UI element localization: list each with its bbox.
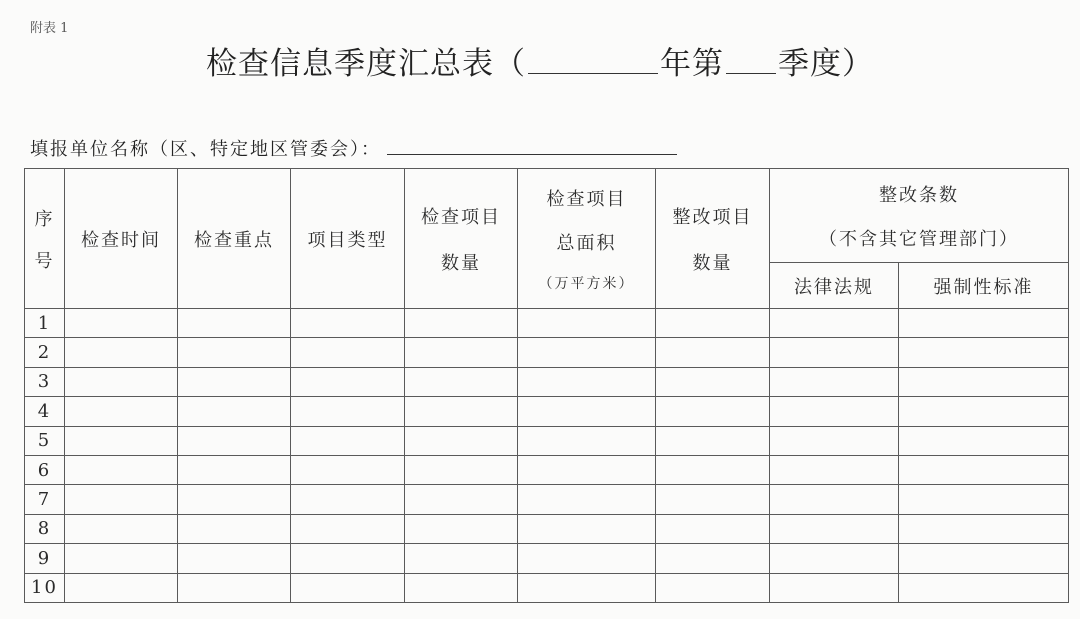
title-year-label: 年第 [660, 46, 724, 82]
header-seq-line1: 序 [34, 208, 55, 230]
cell-mandatory-standards[interactable] [899, 544, 1069, 573]
cell-project-count[interactable] [405, 397, 518, 426]
cell-project-type[interactable] [291, 485, 405, 514]
header-total-area-line1: 检查项目 [546, 188, 627, 210]
cell-laws-regulations[interactable] [770, 544, 899, 573]
cell-mandatory-standards[interactable] [899, 367, 1069, 396]
header-project-count-line2: 数量 [441, 252, 481, 274]
header-project-count-line1: 检查项目 [421, 206, 501, 228]
table-row [25, 514, 1069, 543]
cell-project-type[interactable] [291, 573, 405, 602]
cell-inspection-time[interactable] [65, 338, 178, 367]
cell-total-area[interactable] [518, 573, 656, 602]
cell-rectification-count[interactable] [656, 426, 770, 455]
cell-project-count[interactable] [405, 514, 518, 543]
header-seq-line2: 号 [34, 250, 55, 272]
cell-inspection-focus[interactable] [178, 573, 291, 602]
cell-mandatory-standards[interactable] [899, 338, 1069, 367]
cell-project-type[interactable] [291, 338, 405, 367]
cell-project-count[interactable] [405, 309, 518, 338]
cell-inspection-time[interactable] [65, 455, 178, 484]
cell-total-area[interactable] [518, 338, 656, 367]
row-number: 7 [25, 485, 65, 514]
table-row [25, 485, 1069, 514]
page-title [0, 38, 1080, 83]
table-row [25, 338, 1069, 367]
cell-project-count[interactable] [405, 367, 518, 396]
cell-mandatory-standards[interactable] [899, 514, 1069, 543]
cell-total-area[interactable] [518, 544, 656, 573]
cell-rectification-count[interactable] [656, 544, 770, 573]
cell-laws-regulations[interactable] [770, 426, 899, 455]
row-number: 8 [25, 514, 65, 543]
cell-mandatory-standards[interactable] [899, 485, 1069, 514]
cell-mandatory-standards[interactable] [899, 309, 1069, 338]
cell-rectification-count[interactable] [656, 338, 770, 367]
cell-rectification-count[interactable] [656, 485, 770, 514]
cell-project-count[interactable] [405, 455, 518, 484]
cell-mandatory-standards[interactable] [899, 455, 1069, 484]
table-row [25, 397, 1069, 426]
cell-project-type[interactable] [291, 397, 405, 426]
header-rectification-items [770, 169, 1069, 263]
title-quarter-label: 季度 [778, 46, 842, 82]
cell-laws-regulations[interactable] [770, 514, 899, 543]
cell-rectification-count[interactable] [656, 397, 770, 426]
cell-inspection-time[interactable] [65, 573, 178, 602]
title-open-paren: （ [494, 46, 526, 82]
year-blank[interactable] [528, 47, 658, 74]
header-rect-items-line1: 整改条数 [879, 184, 959, 206]
reporting-unit-blank[interactable] [387, 136, 677, 155]
cell-rectification-count[interactable] [656, 573, 770, 602]
cell-laws-regulations[interactable] [770, 573, 899, 602]
cell-mandatory-standards[interactable] [899, 397, 1069, 426]
header-project-count [405, 169, 518, 309]
cell-inspection-time[interactable] [65, 485, 178, 514]
header-total-area-unit: （万平方米） [538, 275, 635, 292]
cell-inspection-time[interactable] [65, 309, 178, 338]
cell-laws-regulations[interactable] [770, 338, 899, 367]
cell-inspection-focus[interactable] [178, 485, 291, 514]
cell-laws-regulations[interactable] [770, 485, 899, 514]
row-number: 3 [25, 367, 65, 396]
cell-project-count[interactable] [405, 426, 518, 455]
cell-laws-regulations[interactable] [770, 455, 899, 484]
cell-inspection-time[interactable] [65, 514, 178, 543]
cell-rectification-count[interactable] [656, 455, 770, 484]
row-number: 9 [25, 544, 65, 573]
table-row [25, 426, 1069, 455]
cell-rectification-count[interactable] [656, 367, 770, 396]
summary-table [24, 168, 1069, 603]
cell-mandatory-standards[interactable] [899, 573, 1069, 602]
cell-mandatory-standards[interactable] [899, 426, 1069, 455]
cell-project-count[interactable] [405, 544, 518, 573]
header-total-area-line2: 总面积 [556, 232, 617, 254]
row-number: 10 [25, 573, 65, 602]
cell-total-area[interactable] [518, 426, 656, 455]
cell-inspection-focus[interactable] [178, 367, 291, 396]
cell-inspection-focus[interactable] [178, 544, 291, 573]
title-main: 检查信息季度汇总表 [206, 46, 494, 82]
cell-rectification-count[interactable] [656, 514, 770, 543]
cell-inspection-focus[interactable] [178, 309, 291, 338]
cell-laws-regulations[interactable] [770, 367, 899, 396]
cell-project-type[interactable] [291, 309, 405, 338]
cell-inspection-focus[interactable] [178, 455, 291, 484]
cell-project-type[interactable] [291, 367, 405, 396]
cell-project-type[interactable] [291, 514, 405, 543]
table-row [25, 573, 1069, 602]
reporting-unit [30, 135, 677, 161]
cell-inspection-time[interactable] [65, 426, 178, 455]
cell-total-area[interactable] [518, 309, 656, 338]
table-row [25, 544, 1069, 573]
cell-project-count[interactable] [405, 573, 518, 602]
cell-project-type[interactable] [291, 426, 405, 455]
row-number: 2 [25, 338, 65, 367]
header-rect-count-line2: 数量 [692, 252, 733, 274]
title-close-paren: ） [842, 46, 874, 82]
header-project-type: 项目类型 [291, 169, 405, 309]
cell-total-area[interactable] [518, 397, 656, 426]
cell-total-area[interactable] [518, 485, 656, 514]
cell-project-count[interactable] [405, 338, 518, 367]
row-number: 4 [25, 397, 65, 426]
cell-laws-regulations[interactable] [770, 309, 899, 338]
row-number: 6 [25, 455, 65, 484]
header-mandatory-standards: 强制性标准 [899, 263, 1069, 309]
header-total-area [518, 169, 656, 309]
header-inspection-focus: 检查重点 [178, 169, 291, 309]
annex-label: 附表 1 [30, 21, 69, 36]
cell-inspection-time[interactable] [65, 397, 178, 426]
cell-rectification-count[interactable] [656, 309, 770, 338]
reporting-unit-label: 填报单位名称（区、特定地区管委会）： [30, 139, 381, 160]
cell-total-area[interactable] [518, 455, 656, 484]
cell-inspection-focus[interactable] [178, 397, 291, 426]
row-number: 1 [25, 309, 65, 338]
header-rect-items-line2: （不含其它管理部门） [819, 228, 1019, 250]
cell-project-type[interactable] [291, 544, 405, 573]
quarter-blank[interactable] [726, 47, 776, 74]
table-row [25, 455, 1069, 484]
header-seq [25, 169, 65, 309]
header-rect-count-line1: 整改项目 [672, 206, 753, 228]
cell-inspection-time[interactable] [65, 544, 178, 573]
cell-total-area[interactable] [518, 367, 656, 396]
cell-inspection-focus[interactable] [178, 514, 291, 543]
header-inspection-time: 检查时间 [65, 169, 178, 309]
cell-project-count[interactable] [405, 485, 518, 514]
header-laws-regulations: 法律法规 [770, 263, 899, 309]
cell-total-area[interactable] [518, 514, 656, 543]
cell-inspection-time[interactable] [65, 367, 178, 396]
row-number: 5 [25, 426, 65, 455]
cell-inspection-focus[interactable] [178, 426, 291, 455]
table-row [25, 309, 1069, 338]
cell-project-type[interactable] [291, 455, 405, 484]
table-row [25, 367, 1069, 396]
cell-laws-regulations[interactable] [770, 397, 899, 426]
header-rectification-count [656, 169, 770, 309]
cell-inspection-focus[interactable] [178, 338, 291, 367]
